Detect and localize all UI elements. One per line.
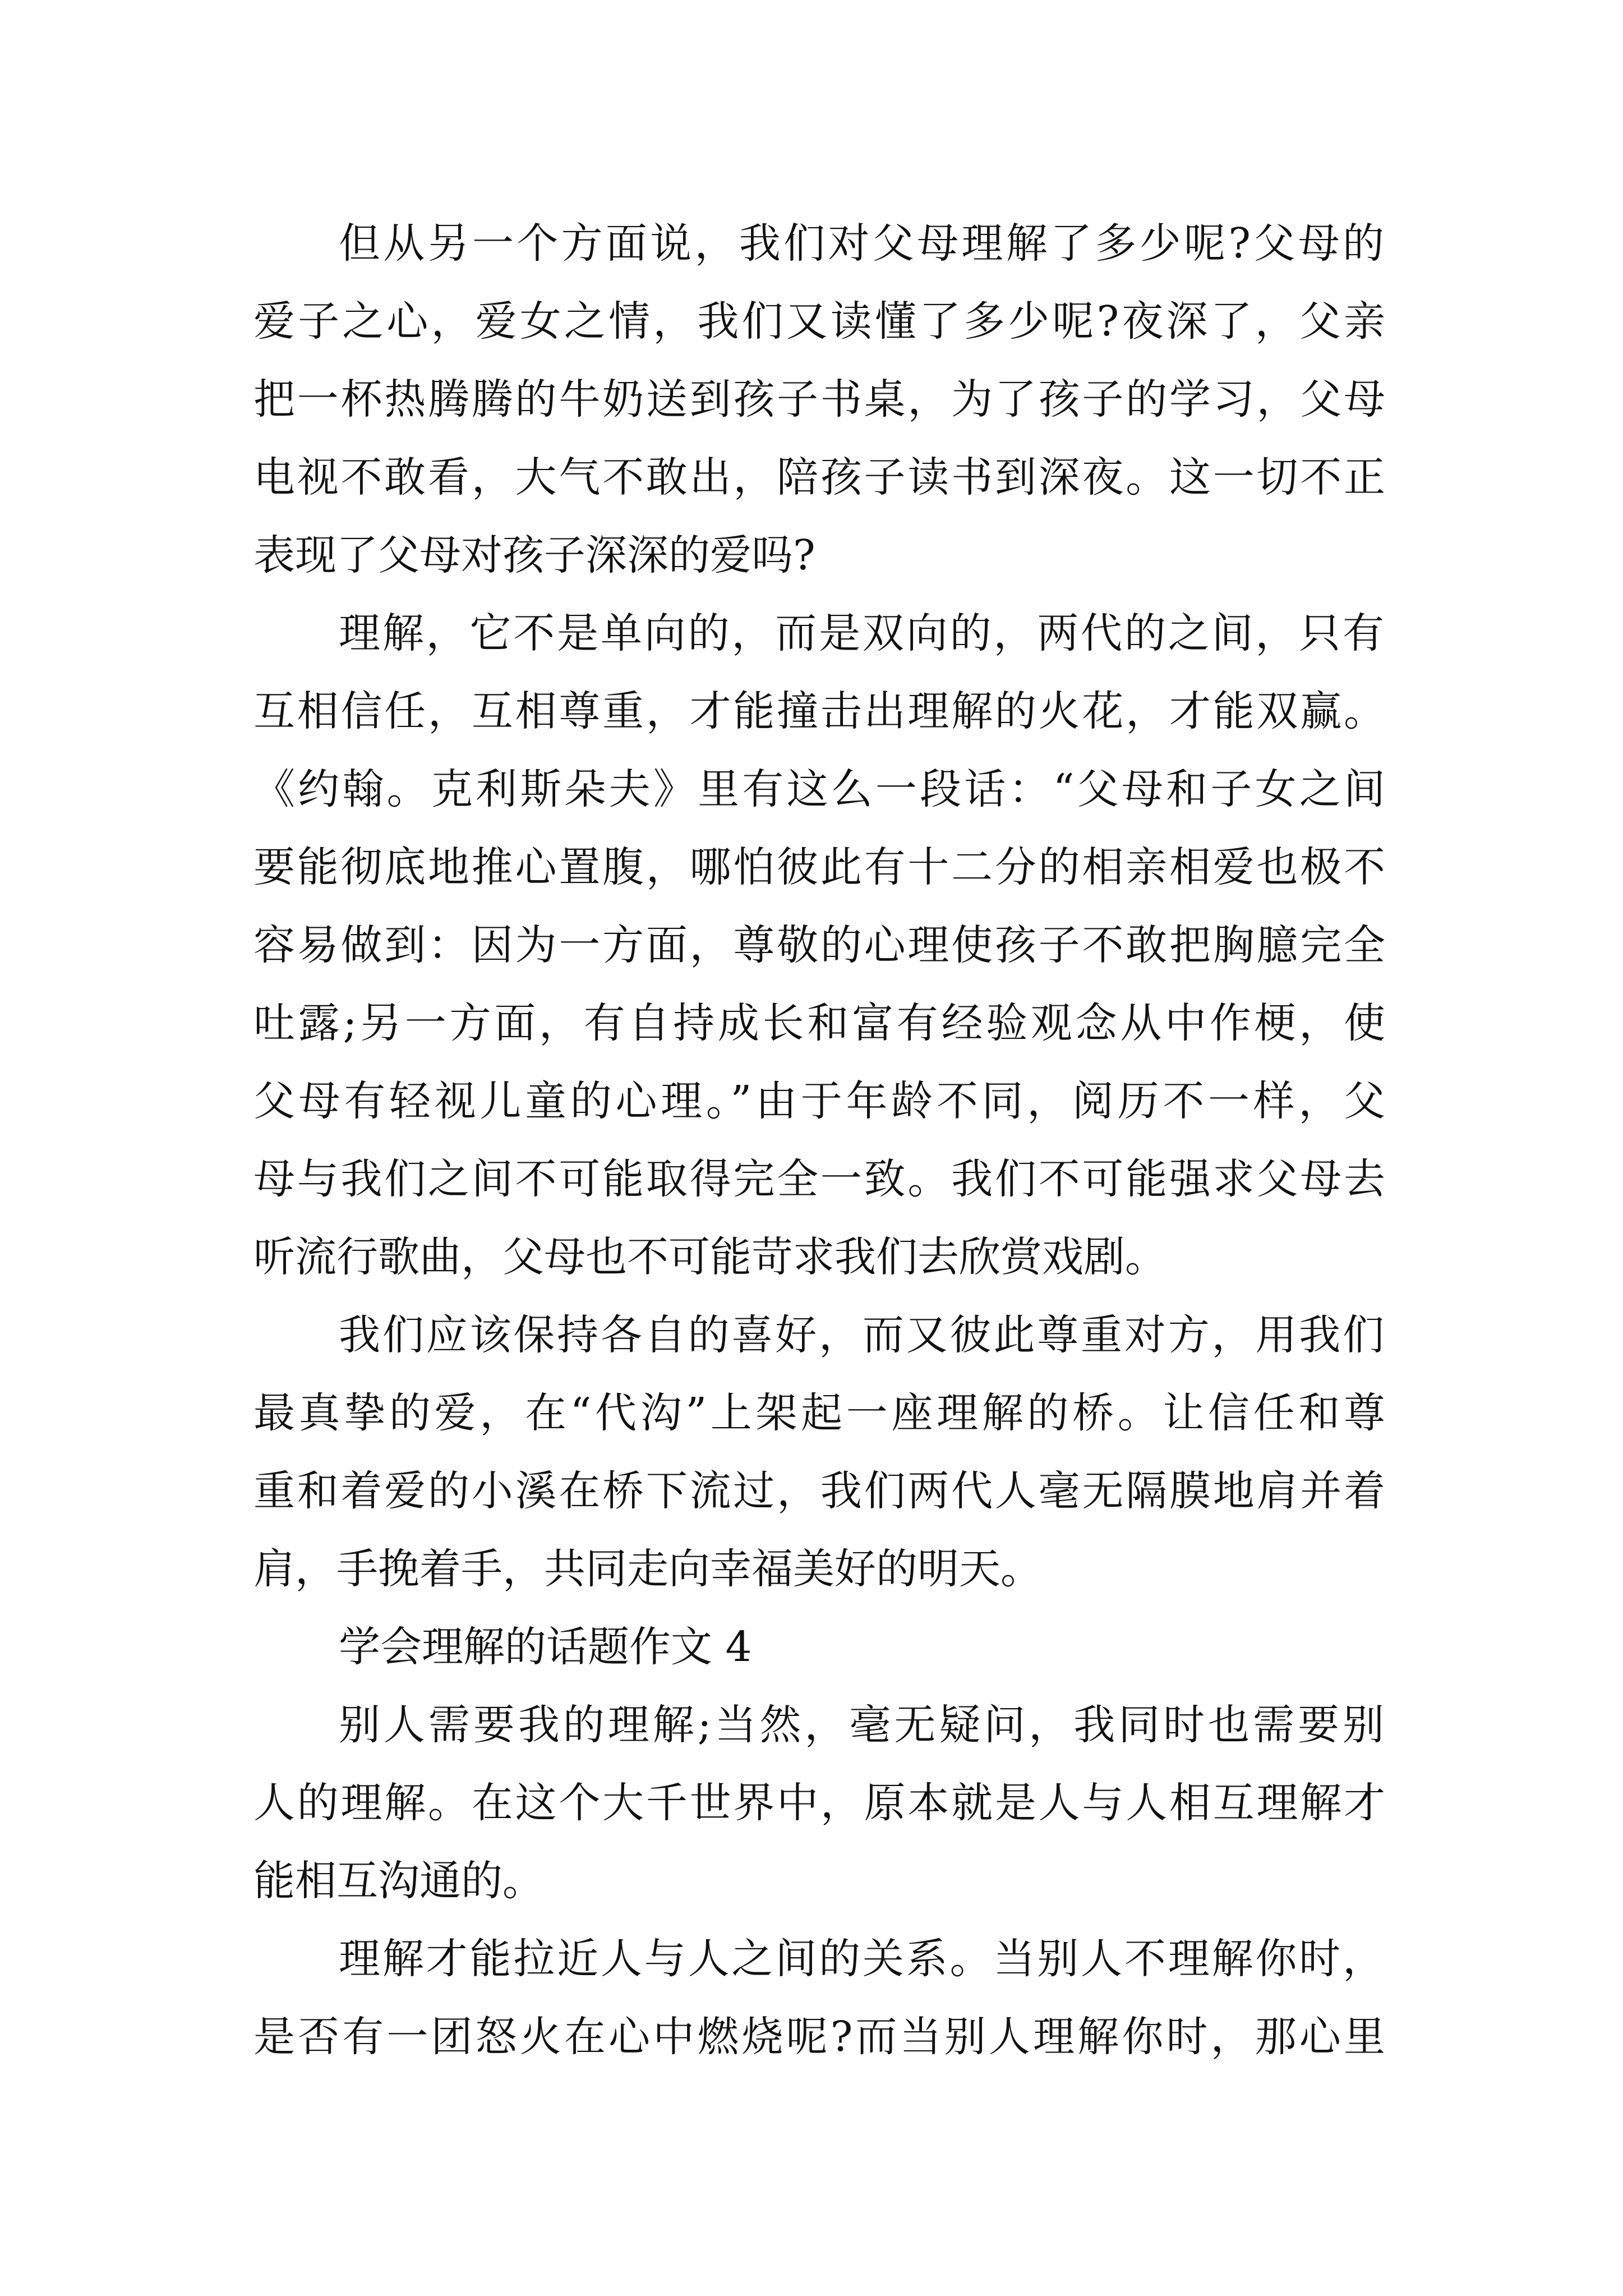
paragraph-1-line-2: 爱子之心，爱女之情，我们又读懂了多少呢?夜深了，父亲 (253, 297, 1385, 346)
paragraph-2-line-5: 容易做到：因为一方面，尊敬的心理使孩子不敢把胸臆完全 (253, 921, 1385, 969)
section-heading: 学会理解的话题作文 4 (339, 1623, 752, 1671)
paragraph-5-line-2: 人的理解。在这个大千世界中，原本就是人与人相互理解才 (253, 1779, 1385, 1827)
paragraph-3-line-2: 最真挚的爱，在“代沟”上架起一座理解的桥。让信任和尊 (253, 1389, 1385, 1437)
paragraph-3-line-4: 肩，手挽着手，共同走向幸福美好的明天。 (253, 1545, 1042, 1593)
paragraph-2-line-9: 听流行歌曲，父母也不可能苛求我们去欣赏戏剧。 (253, 1233, 1166, 1281)
paragraph-1-line-3: 把一杯热腾腾的牛奶送到孩子书桌，为了孩子的学习，父母 (253, 375, 1385, 424)
paragraph-5-line-3: 能相互沟通的。 (253, 1857, 544, 1905)
paragraph-2-line-8: 母与我们之间不可能取得完全一致。我们不可能强求父母去 (253, 1155, 1385, 1203)
paragraph-2-line-2: 互相信任，互相尊重，才能撞击出理解的火花，才能双赢。 (253, 687, 1385, 735)
paragraph-2-line-7: 父母有轻视儿童的心理。”由于年龄不同，阅历不一样，父 (253, 1077, 1385, 1125)
paragraph-3-line-3: 重和着爱的小溪在桥下流过，我们两代人毫无隔膜地肩并着 (253, 1467, 1385, 1515)
paragraph-6-line-1: 理解才能拉近人与人之间的关系。当别人不理解你时， (339, 1935, 1384, 1983)
paragraph-2-line-4: 要能彻底地推心置腹，哪怕彼此有十二分的相亲相爱也极不 (253, 843, 1385, 891)
paragraph-5-line-1: 别人需要我的理解;当然，毫无疑问，我同时也需要别 (339, 1701, 1384, 1749)
paragraph-6-line-2: 是否有一团怒火在心中燃烧呢?而当别人理解你时，那心里 (253, 2013, 1385, 2061)
paragraph-3-line-1: 我们应该保持各自的喜好，而又彼此尊重对方，用我们 (339, 1311, 1384, 1359)
paragraph-2-line-6: 吐露;另一方面，有自持成长和富有经验观念从中作梗，使 (253, 999, 1385, 1047)
paragraph-1-line-4: 电视不敢看，大气不敢出，陪孩子读书到深夜。这一切不正 (253, 453, 1385, 501)
paragraph-2-line-1: 理解，它不是单向的，而是双向的，两代的之间，只有 (339, 609, 1384, 657)
paragraph-2-line-3: 《约翰。克利斯朵夫》里有这么一段话：“父母和子女之间 (253, 765, 1385, 813)
paragraph-1-line-5: 表现了父母对孩子深深的爱吗? (253, 531, 815, 579)
paragraph-1-line-1: 但从另一个方面说，我们对父母理解了多少呢?父母的 (339, 219, 1384, 268)
